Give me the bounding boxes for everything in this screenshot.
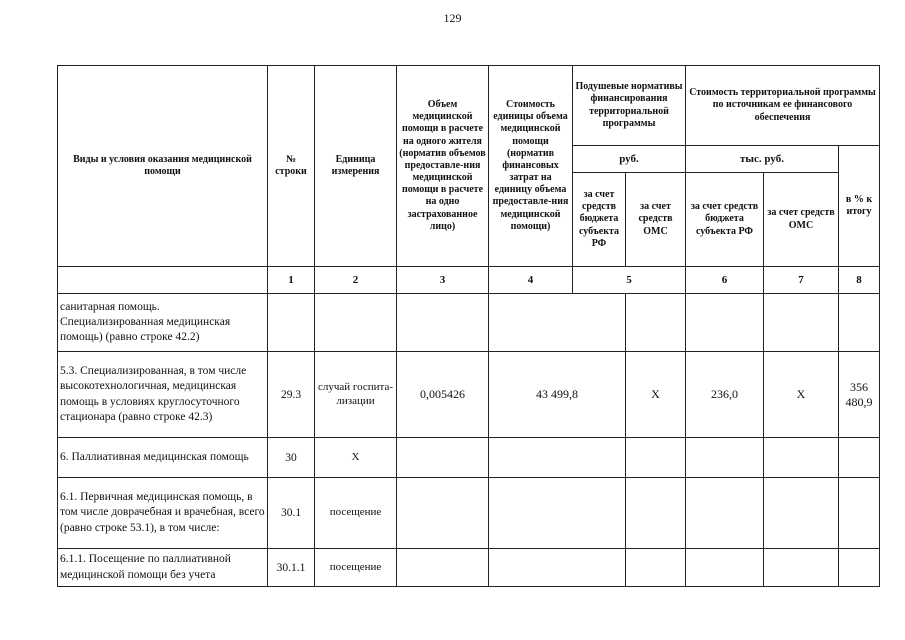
column-number: 3	[397, 267, 489, 294]
header-budget-subject-thousand: за счет средств бюджета субъекта РФ	[686, 173, 764, 267]
row-unit-cost	[489, 294, 626, 352]
row-unit-cost	[489, 438, 626, 478]
row-name: 6.1.1. Посещение по паллиативной медицинской помощи без учета	[58, 549, 268, 587]
column-number: 6	[686, 267, 764, 294]
header-volume: Объем медицинской помощи в расчете на одного жителя (норматив объемов предоставле-ния медицинской помощи в расчете на одно застрахованное лицо)	[397, 66, 489, 267]
row-budget-thousand	[764, 549, 839, 587]
row-oms-thousand: 356 480,9	[839, 352, 880, 438]
header-per-capita-group: Подушевые нормативы финансирования территориальной программы	[573, 66, 686, 146]
table-row	[58, 438, 880, 478]
row-oms-thousand	[839, 478, 880, 549]
row-unit	[315, 294, 397, 352]
column-number-row	[58, 267, 880, 294]
table-row	[58, 549, 880, 587]
row-number	[268, 294, 315, 352]
row-number: 30	[268, 438, 315, 478]
row-budget-rub	[626, 294, 686, 352]
row-volume: 0,005426	[397, 352, 489, 438]
row-volume	[397, 438, 489, 478]
table-row	[58, 294, 880, 352]
row-budget-rub: X	[626, 352, 686, 438]
header-budget-subject-rub: за счет средств бюджета субъекта РФ	[573, 173, 626, 267]
row-name: 6. Паллиативная медицинская помощь	[58, 438, 268, 478]
row-unit: случай госпита-лизации	[315, 352, 397, 438]
row-volume	[397, 294, 489, 352]
row-unit-cost	[489, 549, 626, 587]
column-number: 8	[839, 267, 880, 294]
row-budget-thousand	[764, 294, 839, 352]
row-oms-rub	[686, 438, 764, 478]
header-oms-rub: за счет средств ОМС	[626, 173, 686, 267]
column-number: 5	[626, 274, 632, 286]
column-number: 4	[489, 267, 573, 294]
page-number: 129	[443, 11, 462, 25]
row-volume	[397, 478, 489, 549]
row-budget-rub	[626, 478, 686, 549]
table-row	[58, 478, 880, 549]
row-oms-rub	[686, 549, 764, 587]
row-unit: X	[315, 438, 397, 478]
header-unit-thousand-rub: тыс. руб.	[686, 146, 839, 173]
row-name: 5.3. Специализированная, в том числе высокотехнологичная, медицинская помощь в условиях круглосуточного стационара (равно строке 42.3)	[58, 352, 268, 438]
header-unit-cost: Стоимость единицы объема медицинской помощи (норматив финансовых затрат на единицу объема предоставле-ния медицинской помощи)	[489, 66, 573, 267]
header-types-of-care: Виды и условия оказания медицинской помощи	[58, 66, 268, 267]
row-budget-rub	[626, 438, 686, 478]
header-oms-thousand: за счет средств ОМС	[764, 173, 839, 267]
table-row	[58, 352, 880, 438]
header-unit-rub: руб.	[573, 146, 686, 173]
header-program-cost-group: Стоимость территориальной программы по источникам ее финансового обеспечения	[686, 66, 880, 146]
row-unit-cost: 43 499,8	[489, 352, 626, 438]
row-unit-cost	[489, 478, 626, 549]
row-budget-rub	[626, 549, 686, 587]
row-budget-thousand: X	[764, 352, 839, 438]
header-percent-total: в % к итогу	[839, 146, 880, 267]
column-number: 1	[268, 267, 315, 294]
header-row-number: № строки	[268, 66, 315, 267]
row-oms-thousand	[839, 549, 880, 587]
row-number: 30.1	[268, 478, 315, 549]
row-oms-rub	[686, 294, 764, 352]
column-number: 2	[315, 267, 397, 294]
row-name: санитарная помощь. Специализированная медицинская помощь) (равно строке 42.2)	[58, 294, 268, 352]
column-number: 7	[764, 267, 839, 294]
row-volume	[397, 549, 489, 587]
row-name: 6.1. Первичная медицинская помощь, в том числе доврачебная и врачебная, всего (равно строке 53.1), в том числе:	[58, 478, 268, 549]
header-unit: Единица измерения	[315, 66, 397, 267]
row-oms-thousand	[839, 294, 880, 352]
row-budget-thousand	[764, 478, 839, 549]
row-unit: посещение	[315, 478, 397, 549]
row-budget-thousand	[764, 438, 839, 478]
medical-care-table	[57, 65, 880, 587]
row-number: 29.3	[268, 352, 315, 438]
row-oms-thousand	[839, 438, 880, 478]
row-oms-rub	[686, 478, 764, 549]
row-number: 30.1.1	[268, 549, 315, 587]
row-oms-rub: 236,0	[686, 352, 764, 438]
row-unit: посещение	[315, 549, 397, 587]
